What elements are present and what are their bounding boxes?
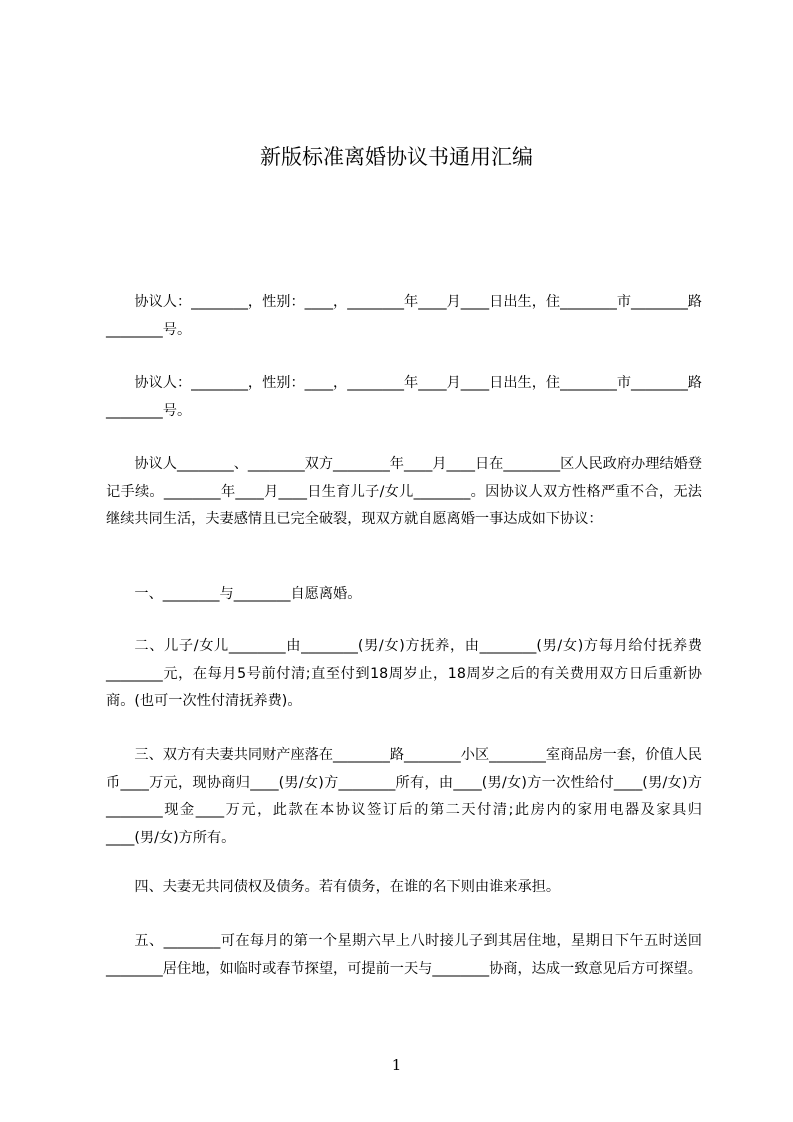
clause-5-visitation: 五、________可在每月的第一个星期六早上八时接儿子到其居住地，星期日下午五时送回________居住地，如临时或春节探望，可提前一天与________协商，达成一致意见后方可探望。	[106, 933, 702, 977]
clause-2-child-custody: 二、儿子/女儿________由________(男/女)方抚养，由________(男/女)方每月给付抚养费________元，在每月5号前付清;直至付到18周岁止，18周岁之后的有关费用双方日后重新协商。(也可一次性付清抚养费)。	[106, 638, 702, 709]
document-title: 新版标准离婚协议书通用汇编	[260, 145, 533, 169]
clause-1-divorce: 一、________与________自愿离婚。	[134, 586, 362, 602]
party-b-paragraph: 协议人：________，性别：____，________年____月____日出生，住________市________路________号。	[106, 375, 702, 419]
marriage-background-paragraph: 协议人________、________双方________年____月____日在________区人民政府办理结婚登记手续。________年____月____日生育儿子/女儿________。因协议人双方性格严重不合，无法继续共同生活，夫妻感情且已完全破裂，现双方就自愿离婚一事达成如下协议：	[106, 456, 702, 527]
party-a-paragraph: 协议人：________，性别：____，________年____月____日出生，住________市________路________号。	[106, 294, 702, 338]
page-number: 1	[391, 1056, 402, 1074]
clause-3-property: 三、双方有夫妻共同财产座落在________路________小区________室商品房一套，价值人民币____万元，现协商归____(男/女)方________所有，由____(男/女)方一次性给付____(男/女)方________现金____万元，此款在本协议签订后的第二天付清;此房内的家用电器及家具归____(男/女)方所有。	[106, 747, 702, 846]
clause-4-debts: 四、夫妻无共同债权及债务。若有债务，在谁的名下则由谁来承担。	[134, 879, 561, 895]
